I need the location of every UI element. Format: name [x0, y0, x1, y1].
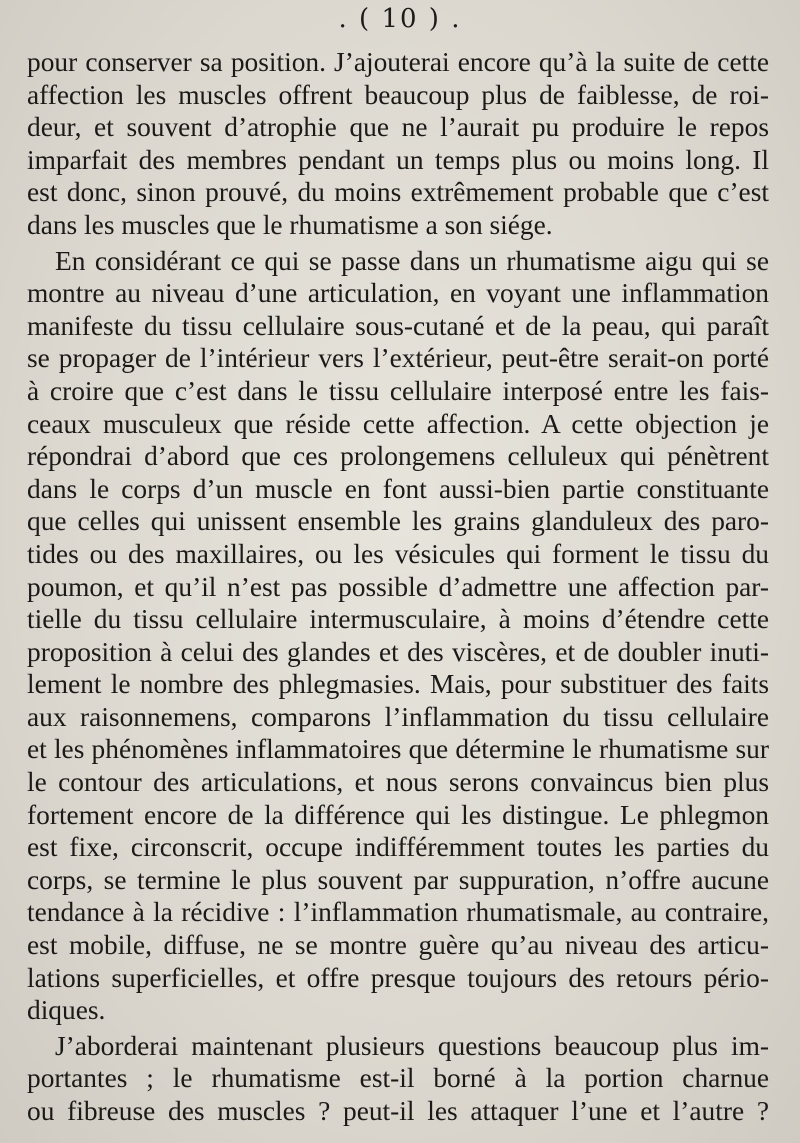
text-line: pour conserver sa position. J’ajouterai encore qu’à la suite de cette	[27, 47, 769, 77]
text-line: ceaux musculeux que réside cette affection. A cette objection je	[27, 408, 769, 439]
text-line: est mobile, diffuse, ne se montre guère qu’au niveau des articu-	[27, 930, 769, 961]
text-line: le contour des articulations, et nous serons convaincus bien plus	[27, 767, 769, 798]
text-line: imparfait des membres pendant un temps plus ou moins long. Il	[27, 144, 769, 175]
page-number: . ( 10 ) .	[338, 4, 462, 34]
text-line: répondrai d’abord que ces prolongemens celluleux qui pénètrent	[27, 441, 769, 472]
text-line: tendance à la récidive : l’inflammation rhumatismale, au contraire,	[27, 897, 769, 928]
text-line: lations superficielles, et offre presque toujours des retours pério-	[27, 962, 769, 993]
text-line: manifeste du tissu cellulaire sous-cutané et de la peau, qui paraît	[27, 310, 769, 341]
text-line: tielle du tissu cellulaire intermusculaire, à moins d’étendre cette	[27, 604, 769, 635]
text-line: fortement encore de la différence qui les distingue. Le phlegmon	[27, 799, 769, 830]
paragraph	[27, 1030, 769, 1128]
text-line: dans le corps d’un muscle en font aussi-bien partie constituante	[27, 473, 769, 504]
body-text	[27, 46, 769, 1128]
text-line: est fixe, circonscrit, occupe indifféremment toutes les parties du	[27, 832, 769, 863]
text-line: poumon, et qu’il n’est pas possible d’admettre une affection par-	[27, 571, 769, 602]
text-line: J’aborderai maintenant plusieurs questions beaucoup plus im-	[55, 1030, 769, 1061]
text-line: lement le nombre des phlegmasies. Mais, pour substituer des faits	[27, 669, 769, 700]
text-line: portantes ; le rhumatisme est-il borné à la portion charnue	[27, 1063, 769, 1094]
text-line: est donc, sinon prouvé, du moins extrêmement probable que c’est	[27, 177, 769, 208]
text-line: affection les muscles offrent beaucoup plus de faiblesse, de roi-	[27, 79, 769, 110]
text-line: se propager de l’intérieur vers l’extérieur, peut-être serait-on porté	[27, 343, 769, 374]
paragraph	[27, 245, 769, 1027]
text-line: dans les muscles que le rhumatisme a son siége.	[27, 209, 553, 240]
text-line: diques.	[27, 995, 106, 1026]
text-line: ou fibreuse des muscles ? peut-il les attaquer l’une et l’autre ?	[27, 1096, 769, 1126]
text-line: corps, se termine le plus souvent par suppuration, n’offre aucune	[27, 864, 769, 895]
text-line: proposition à celui des glandes et des viscères, et de doubler inuti-	[27, 636, 769, 667]
text-line: et les phénomènes inflammatoires que détermine le rhumatisme sur	[27, 734, 769, 765]
text-line: tides ou des maxillaires, ou les vésicules qui forment le tissu du	[27, 538, 769, 569]
text-line: à croire que c’est dans le tissu cellulaire interposé entre les fais-	[27, 375, 769, 406]
text-line: deur, et souvent d’atrophie que ne l’aurait pu produire le repos	[27, 112, 769, 143]
text-line: aux raisonnemens, comparons l’inflammation du tissu cellulaire	[27, 701, 769, 732]
text-line: En considérant ce qui se passe dans un rhumatisme aigu qui se	[55, 245, 769, 276]
text-line: que celles qui unissent ensemble les grains glanduleux des paro-	[27, 506, 769, 537]
text-line: montre au niveau d’une articulation, en voyant une inflammation	[27, 278, 769, 309]
paragraph	[27, 46, 769, 242]
